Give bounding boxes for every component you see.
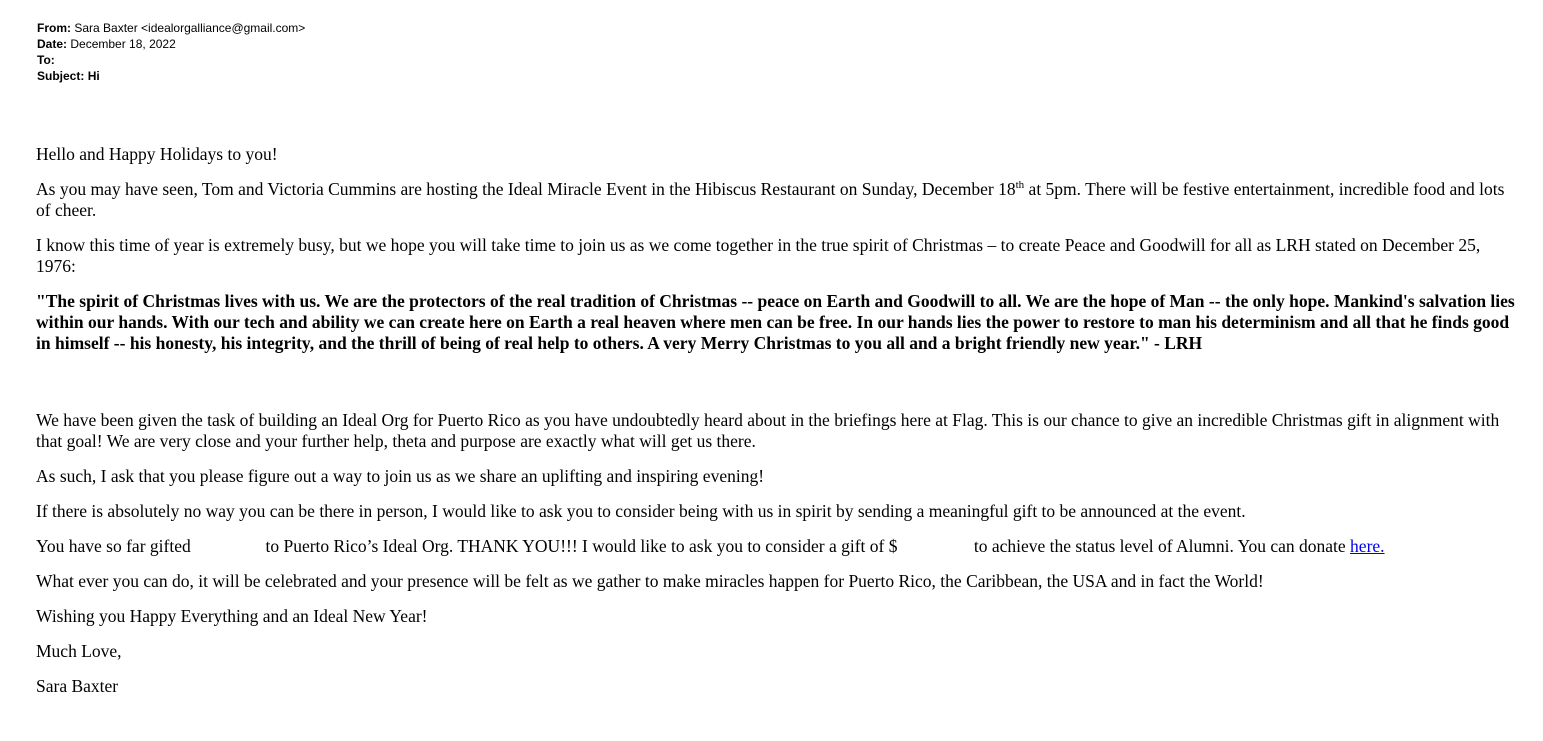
paragraph-donation [36, 536, 1516, 557]
date-label: Date: [37, 37, 68, 51]
paragraph-invite: As such, I ask that you please figure out a way to join us as we share an uplifting and inspiring evening! [36, 466, 765, 486]
date-value: December 18, 2022 [70, 37, 176, 51]
paragraph-celebrate: What ever you can do, it will be celebrated and your presence will be felt as we gather to make miracles happen for Puerto Rico, the Caribbean, the USA and in fact the World! [36, 571, 1264, 591]
to-line [37, 52, 305, 68]
signature: Sara Baxter [36, 676, 119, 696]
from-line [37, 20, 305, 36]
lrh-quote: "The spirit of Christmas lives with us. We are the protectors of the real tradition of Christmas -- peace on Earth and Goodwill to all. We are the hope of Man -- the only hope. Mankind's salvation lies within our hands. With our tech and ability we can create here on Earth a real heaven where men can be free. In our hands lies the power to restore to man his determinism and all that he finds good in himself -- his honesty, his integrity, and the thrill of being of real help to others. A very Merry Christmas to you all and a bright friendly new year." - LRH [36, 291, 1515, 353]
date-line [37, 36, 305, 52]
donate-text: to achieve the status level of Alumni. You can donate [969, 536, 1351, 556]
closing: Much Love, [36, 641, 122, 661]
to-label: To: [37, 53, 55, 67]
subject-line [37, 68, 305, 84]
paragraph-spirit: I know this time of year is extremely busy, but we hope you will take time to join us as we come together in the true spirit of Christmas – to create Peace and Goodwill for all as LRH stated on December 25, 1976: [36, 235, 1481, 276]
paragraph-gift-request: If there is absolutely no way you can be there in person, I would like to ask you to consider being with us in spirit by sending a meaningful gift to be announced at the event. [36, 501, 1246, 521]
donate-link[interactable]: here. [1350, 536, 1385, 556]
greeting: Hello and Happy Holidays to you! [36, 144, 278, 164]
email-header [37, 20, 305, 84]
from-label: From: [37, 21, 71, 35]
subject-value: Hi [87, 69, 100, 83]
from-value: Sara Baxter <idealorgalliance@gmail.com> [74, 21, 306, 35]
paragraph-wishes: Wishing you Happy Everything and an Ideal New Year! [36, 606, 428, 626]
paragraph-event [36, 179, 1516, 221]
paragraph-ideal-org: We have been given the task of building an Ideal Org for Puerto Rico as you have undoubtedly heard about in the briefings here at Flag. This is our chance to give an incredible Christmas gift in alignment with that goal! We are very close and your further help, theta and purpose are exactly what will get us there. [36, 410, 1500, 451]
spacer [36, 368, 1516, 410]
email-body [36, 144, 1516, 711]
gifted-text: You have so far gifted [36, 536, 196, 556]
ordinal-suffix: th [1015, 179, 1025, 192]
ask-text: to Puerto Rico’s Ideal Org. THANK YOU!!! I would like to ask you to consider a gift of $ [261, 536, 898, 556]
event-text: As you may have seen, Tom and Victoria Cummins are hosting the Ideal Miracle Event in the Hibiscus Restaurant on Sunday, December 18 [36, 179, 1016, 199]
event-text-end: at 5pm. There will be festive entertainment, incredible food and lots of cheer. [36, 179, 1505, 220]
subject-label: Subject: [37, 69, 85, 83]
